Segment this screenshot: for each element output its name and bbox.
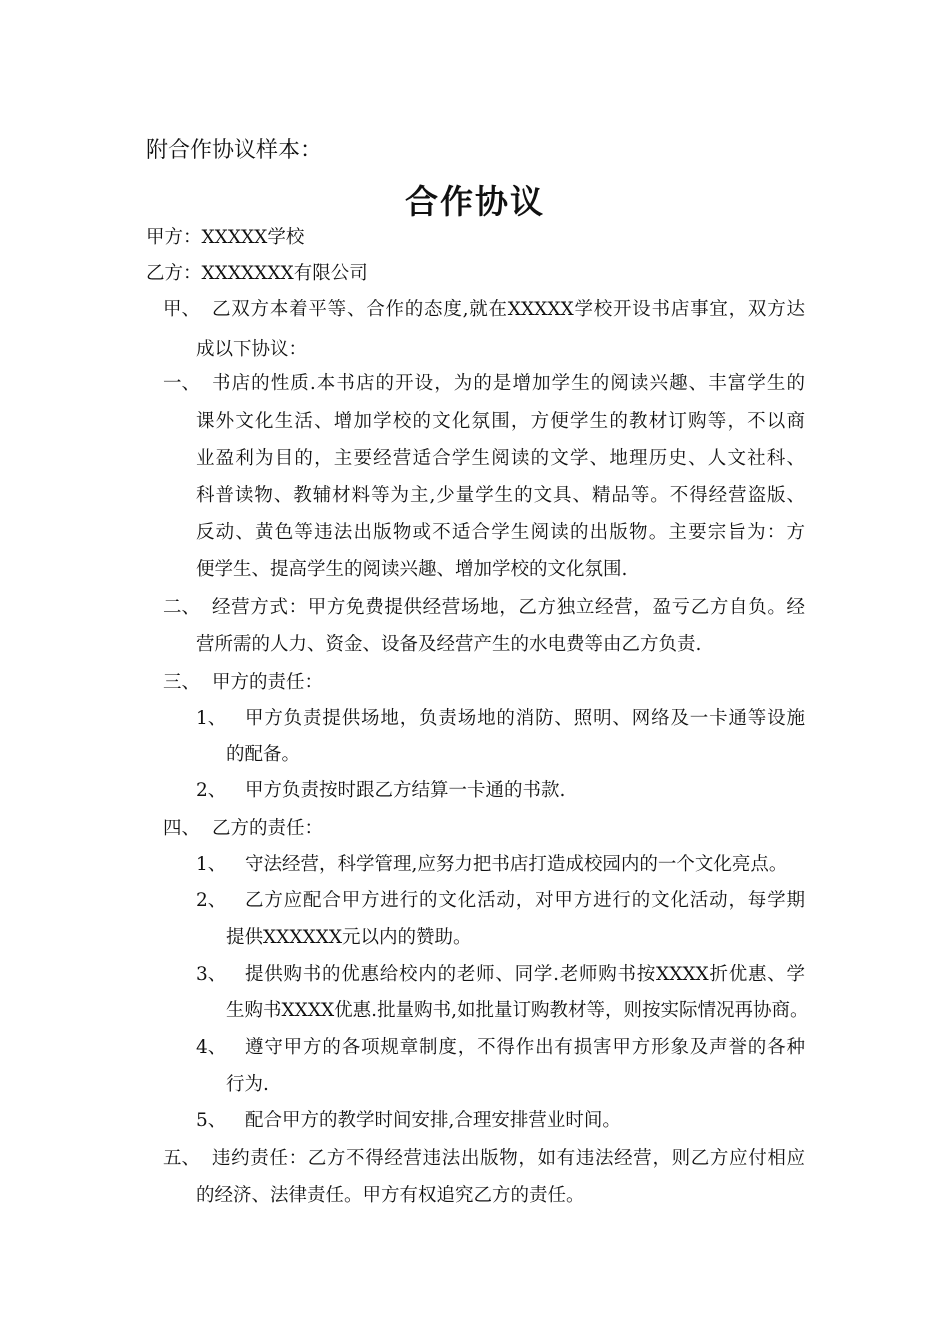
section-1-line-1: 书店的性质.本书店的开设，为的是增加学生的阅读兴趣、丰富学生的 (212, 373, 805, 394)
section-4-marker: 四、 (163, 818, 201, 839)
section-4-item-5-marker: 5、 (196, 1110, 227, 1131)
section-1-line-3: 业盈利为目的，主要经营适合学生阅读的文学、地理历史、人文社科、 (196, 448, 805, 469)
intro-line-1: 乙双方本着平等、合作的态度,就在XXXXX学校开设书店事宜，双方达 (212, 299, 805, 320)
section-4-item-1-marker: 1、 (196, 854, 227, 875)
section-3-item-2-marker: 2、 (196, 780, 227, 801)
section-1-line-5: 反动、黄色等违法出版物或不适合学生阅读的出版物。主要宗旨为：方 (196, 522, 805, 543)
section-3-heading: 甲方的责任： (212, 672, 324, 693)
section-3-item-1-line-1: 甲方负责提供场地，负责场地的消防、照明、网络及一卡通等设施 (245, 708, 805, 729)
section-1-line-4: 科普读物、教辅材料等为主,少量学生的文具、精品等。不得经营盗版、 (196, 485, 805, 506)
section-3-item-1-line-2: 的配备。 (226, 744, 301, 765)
intro-marker: 甲、 (163, 299, 201, 320)
section-4-item-4-line-1: 遵守甲方的各项规章制度，不得作出有损害甲方形象及声誉的各种 (245, 1037, 805, 1058)
section-4-item-3-marker: 3、 (196, 964, 227, 985)
section-2-line-2: 营所需的人力、资金、设备及经营产生的水电费等由乙方负责. (196, 634, 702, 655)
party-b-line: 乙方：XXXXXXX有限公司 (146, 263, 368, 284)
section-4-item-1-line-1: 守法经营，科学管理,应努力把书店打造成校园内的一个文化亮点。 (245, 854, 788, 875)
section-1-line-6: 便学生、提高学生的阅读兴趣、增加学校的文化氛围. (196, 559, 628, 580)
appendix-heading: 附合作协议样本： (146, 138, 323, 163)
section-4-item-5-line-1: 配合甲方的教学时间安排,合理安排营业时间。 (245, 1110, 621, 1131)
section-5-marker: 五、 (163, 1148, 201, 1169)
section-5-line-1: 违约责任：乙方不得经营违法出版物，如有违法经营，则乙方应付相应 (212, 1148, 805, 1169)
section-4-item-3-line-2: 生购书XXXX优惠.批量购书,如批量订购教材等，则按实际情况再协商。 (226, 1000, 809, 1021)
section-2-line-1: 经营方式：甲方免费提供经营场地，乙方独立经营，盈亏乙方自负。经 (212, 597, 805, 618)
section-4-item-2-line-1: 乙方应配合甲方进行的文化活动，对甲方进行的文化活动，每学期 (245, 890, 805, 911)
section-2-marker: 二、 (163, 597, 201, 618)
section-4-item-3-line-1: 提供购书的优惠给校内的老师、同学.老师购书按XXXX折优惠、学 (245, 964, 805, 985)
section-1-marker: 一、 (163, 373, 201, 394)
section-5-line-2: 的经济、法律责任。甲方有权追究乙方的责任。 (196, 1185, 585, 1206)
intro-line-2: 成以下协议： (196, 339, 308, 360)
section-4-item-2-marker: 2、 (196, 890, 227, 911)
section-4-item-4-marker: 4、 (196, 1037, 227, 1058)
party-a-line: 甲方：XXXXX学校 (146, 227, 305, 248)
section-1-line-2: 课外文化生活、增加学校的文化氛围，方便学生的教材订购等，不以商 (196, 411, 805, 432)
section-4-item-4-line-2: 行为. (226, 1074, 269, 1095)
section-4-heading: 乙方的责任： (212, 818, 324, 839)
section-3-item-1-marker: 1、 (196, 708, 227, 729)
section-3-marker: 三、 (163, 672, 201, 693)
document-title: 合作协议 (405, 182, 545, 221)
section-3-item-2-line-1: 甲方负责按时跟乙方结算一卡通的书款. (245, 780, 566, 801)
section-4-item-2-line-2: 提供XXXXXX元以内的赞助。 (226, 927, 472, 948)
